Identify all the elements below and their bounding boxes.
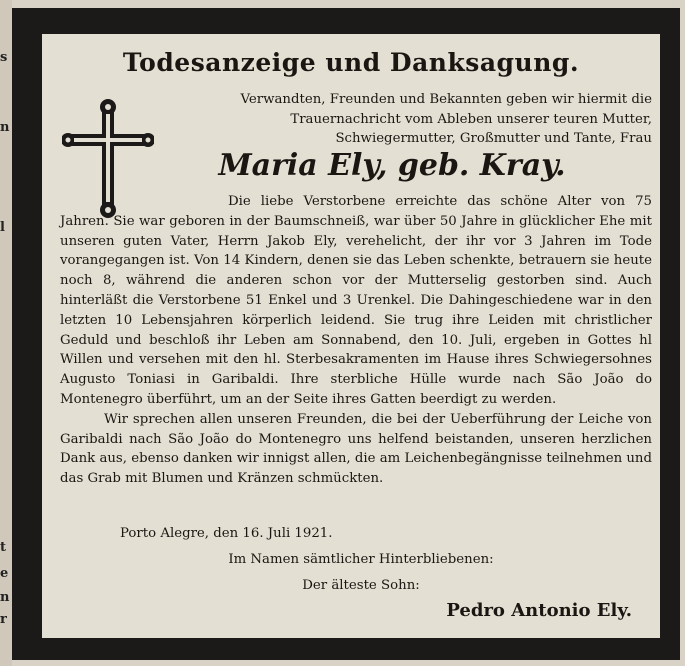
margin-letter: l — [0, 220, 5, 235]
body-paragraph: Die liebe Verstorbene erreichte das schöne Alter von 75 Jahren. Sie war geboren in der Baumschneiß, war über 50 Jahre in glücklicher Ehe mit unseren guten Vater, Herrn Jakob Ely, verehelicht, der ihr vor 3 Jahren im Tode vorangegangen ist. Von 14 Kindern, denen sie das Leben schenkte, betrauern sie heute noch 8, während die anderen schon vor der Mutterselig gestorben sind. Auch hinterläßt die Verstorbene 51 Enkel und 3 Urenkel. Die Dahingeschiedene war in den letzten 10 Lebensjahren körperlich leidend. Sie trug ihre Leiden mit christlicher Geduld und beschloß ihr Leben am Sonnabend, den 10. Juli, ergeben in Gottes hl Willen und versehen mit den hl. Sterbesakramenten im Hause ihres Schwiegersohnes Augusto Toniasi in Garibaldi. Ihre sterbliche Hülle wurde nach São João do Montenegro überführt, um an der Seite ihres Gatten beerdigt zu werden. — [60, 194, 652, 407]
notice-title: Todesanzeige und Danksagung. — [122, 48, 580, 77]
top-paper-edge — [12, 0, 372, 8]
intro-text: Verwandten, Freunden und Bekannten geben wir hiermit die Trauernachricht vom Ableben unserer teuren Mutter, Schwiegermutter, Großmutter und Tante, Frau — [240, 92, 652, 146]
body-paragraph: Wir sprechen allen unseren Freunden, die bei der Ueberführung der Leiche von Garibaldi nach São João do Montenegro uns helfend beistanden, unseren herzlichen Dank aus, ebenso danken wir innigst allen, die am Leichenbegängnisse teilnehmen und das Grab mit Blumen und Kränzen schmückten. — [60, 411, 652, 487]
signoff-line: Der älteste Sohn: — [302, 578, 420, 593]
margin-letter: e — [0, 566, 9, 581]
adjacent-column-fragment — [0, 0, 12, 666]
margin-letter: s — [0, 50, 8, 65]
obituary-border — [12, 8, 680, 660]
signoff-line: Im Namen sämtlicher Hinterbliebenen: — [228, 552, 494, 567]
margin-letter: r — [0, 612, 7, 627]
signer-name: Pedro Antonio Ely. — [446, 600, 632, 621]
place-date: Porto Alegre, den 16. Juli 1921. — [120, 526, 333, 541]
deceased-name: Maria Ely, geb. Kray. — [218, 148, 566, 183]
margin-letter: n — [0, 590, 10, 605]
margin-letter: n — [0, 120, 10, 135]
margin-letter: t — [0, 540, 7, 555]
obituary-panel — [42, 34, 660, 638]
notice-body — [60, 192, 652, 489]
